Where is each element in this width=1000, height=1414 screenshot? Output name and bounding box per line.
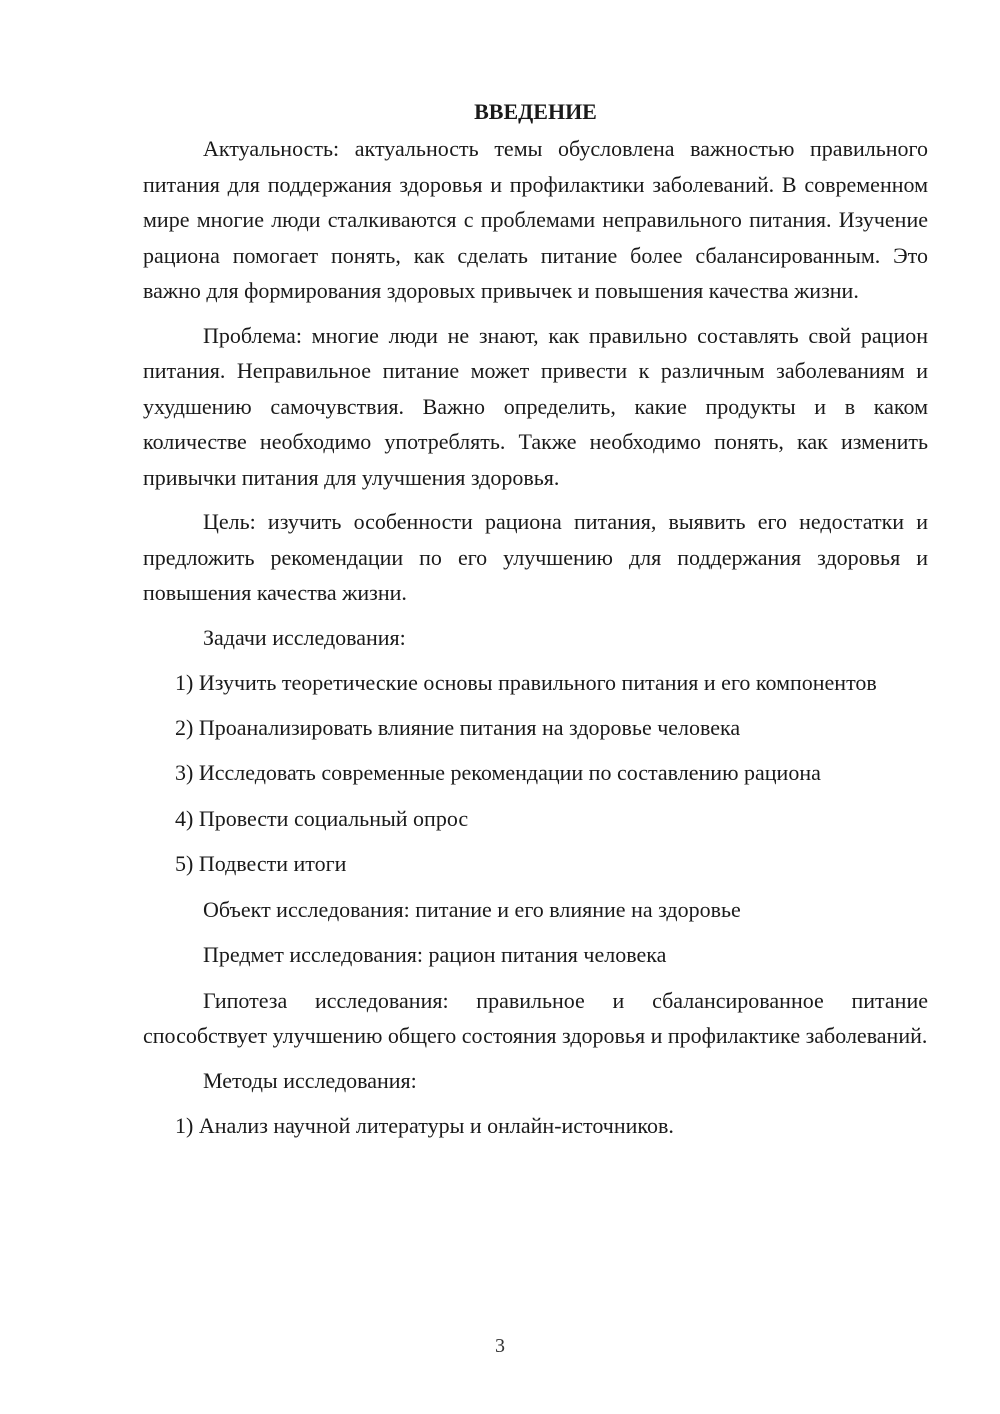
document-page [143,94,928,1154]
task-item-1: 1) Изучить теоретические основы правильного питания и его компонентов [175,670,877,695]
task-item-2: 2) Проанализировать влияние питания на здоровье человека [175,714,741,740]
research-object: Объект исследования: питание и его влияние на здоровье [203,896,741,922]
problem-paragraph: Проблема: многие люди не знают, как правильно составлять свой рацион питания. Неправильное питание может привести к различным заболеваниям и ухудшению самочувствия. Важно определить, какие продукты и в каком количестве необходимо употреблять. Также необходимо понять, как изменить привычки питания для улучшения здоровья. [143,322,928,490]
methods-heading: Методы исследования: [203,1067,417,1093]
research-subject: Предмет исследования: рацион питания человека [203,942,667,967]
goal-paragraph: Цель: изучить особенности рациона питания, выявить его недостатки и предложить рекомендации по его улучшению для поддержания здоровья и повышения качества жизни. [143,509,928,605]
hypothesis-paragraph: Гипотеза исследования: правильное и сбалансированное питание способствует улучшению общего состояния здоровья и профилактике заболеваний. [143,987,928,1048]
task-item-4: 4) Провести социальный опрос [175,805,469,831]
method-item-1: 1) Анализ научной литературы и онлайн-источников. [175,1113,674,1138]
tasks-heading: Задачи исследования: [203,624,406,650]
relevance-paragraph: Актуальность: актуальность темы обусловлена важностью правильного питания для поддержания здоровья и профилактики заболеваний. В современном мире многие люди сталкиваются с проблемами неправильного питания. Изучение рациона помогает понять, как сделать питание более сбалансированным. Это важно для формирования здоровых привычек и повышения качества жизни. [143,136,928,303]
section-title: ВВЕДЕНИЕ [474,99,597,124]
page-number: 3 [495,1335,505,1357]
task-item-3: 3) Исследовать современные рекомендации по составлению рациона [175,760,821,785]
task-item-5: 5) Подвести итоги [175,851,347,876]
